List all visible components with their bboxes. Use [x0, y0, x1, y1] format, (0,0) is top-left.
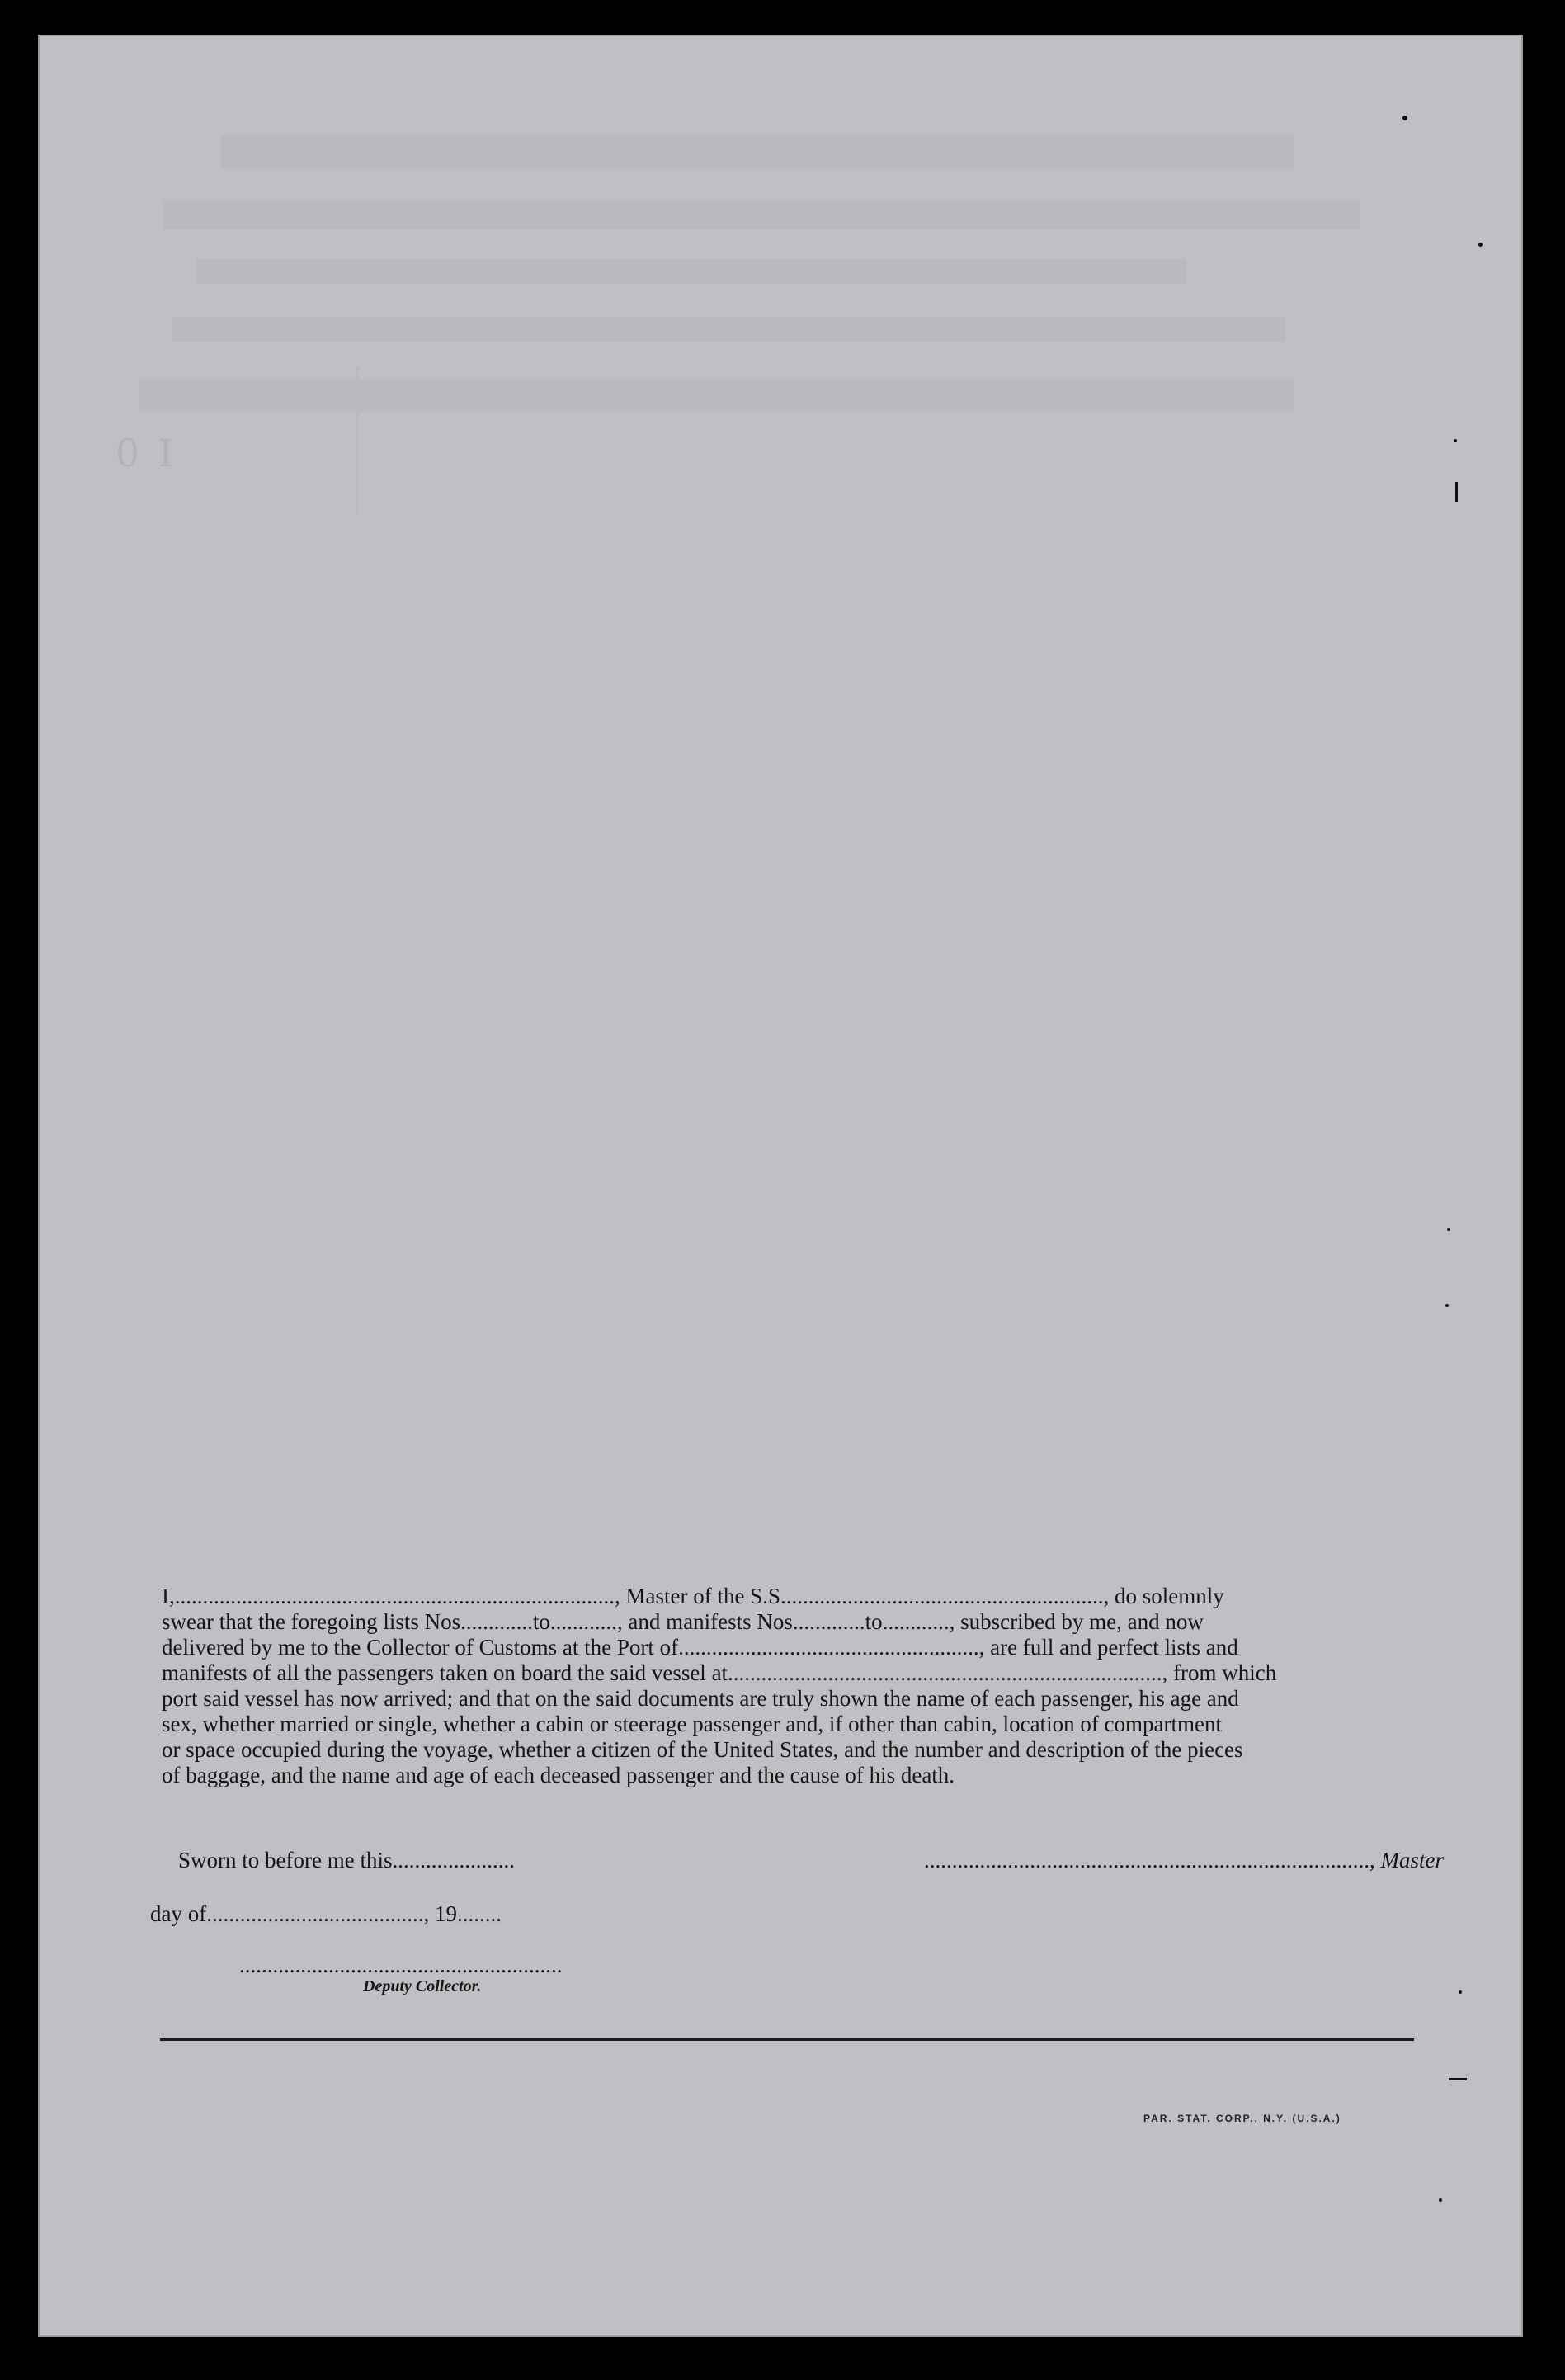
bleed-through-band: [221, 135, 1294, 168]
day-of-line: day of......................................., 19........: [150, 1901, 502, 1926]
oath-line: of baggage, and the name and age of each deceased passenger and the cause of his death.: [162, 1763, 955, 1787]
master-signature-dots: ................................................................................,: [924, 1848, 1375, 1872]
oath-line: delivered by me to the Collector of Customs at the Port of......................................................, are full and perfect lists and: [162, 1635, 1238, 1660]
bleed-through-number: 0 I: [115, 431, 177, 475]
oath-line: sex, whether married or single, whether a cabin or steerage passenger and, if other than cabin, location of compartment: [162, 1712, 1223, 1736]
master-label: Master: [1380, 1848, 1444, 1872]
speck: [1447, 1228, 1450, 1231]
speck: [1454, 439, 1457, 442]
oath-line: swear that the foregoing lists Nos.............to............, and manifests Nos.............to............, subscribed by me, and now: [162, 1609, 1204, 1634]
bleed-through-divider: [356, 366, 359, 515]
speck: [1459, 1990, 1462, 1994]
speck: [1402, 116, 1407, 120]
oath-line: I,..............................................................................., Master of the S.S.........................................................., do solemnly: [162, 1584, 1224, 1608]
form-page: [38, 35, 1523, 2337]
margin-mark: [1449, 2078, 1467, 2080]
speck: [1478, 243, 1483, 247]
master-signature-line: [924, 1848, 1444, 1873]
deputy-collector-label: Deputy Collector.: [363, 1977, 482, 1995]
bleed-through-band: [172, 317, 1285, 342]
bleed-through-band: [196, 259, 1186, 284]
oath-line: or space occupied during the voyage, whether a citizen of the United States, and the number and description of the pieces: [162, 1737, 1243, 1762]
margin-mark: [1455, 482, 1458, 502]
speck: [1439, 2198, 1442, 2202]
bleed-through-band: [163, 201, 1360, 229]
printer-imprint: PAR. STAT. CORP., N.Y. (U.S.A.): [1143, 2113, 1341, 2124]
sworn-before-line: Sworn to before me this......................: [178, 1848, 515, 1872]
bleed-through-band: [139, 379, 1294, 412]
bottom-rule: [160, 2038, 1414, 2041]
master-oath-paragraph: [162, 1584, 1424, 1788]
speck: [1445, 1304, 1449, 1307]
deputy-signature-dots: ..........................................................: [239, 1953, 563, 1977]
oath-line: manifests of all the passengers taken on board the said vessel at.............................................................................., from which: [162, 1660, 1277, 1685]
oath-line: port said vessel has now arrived; and that on the said documents are truly shown the name of each passenger, his age and: [162, 1686, 1239, 1711]
